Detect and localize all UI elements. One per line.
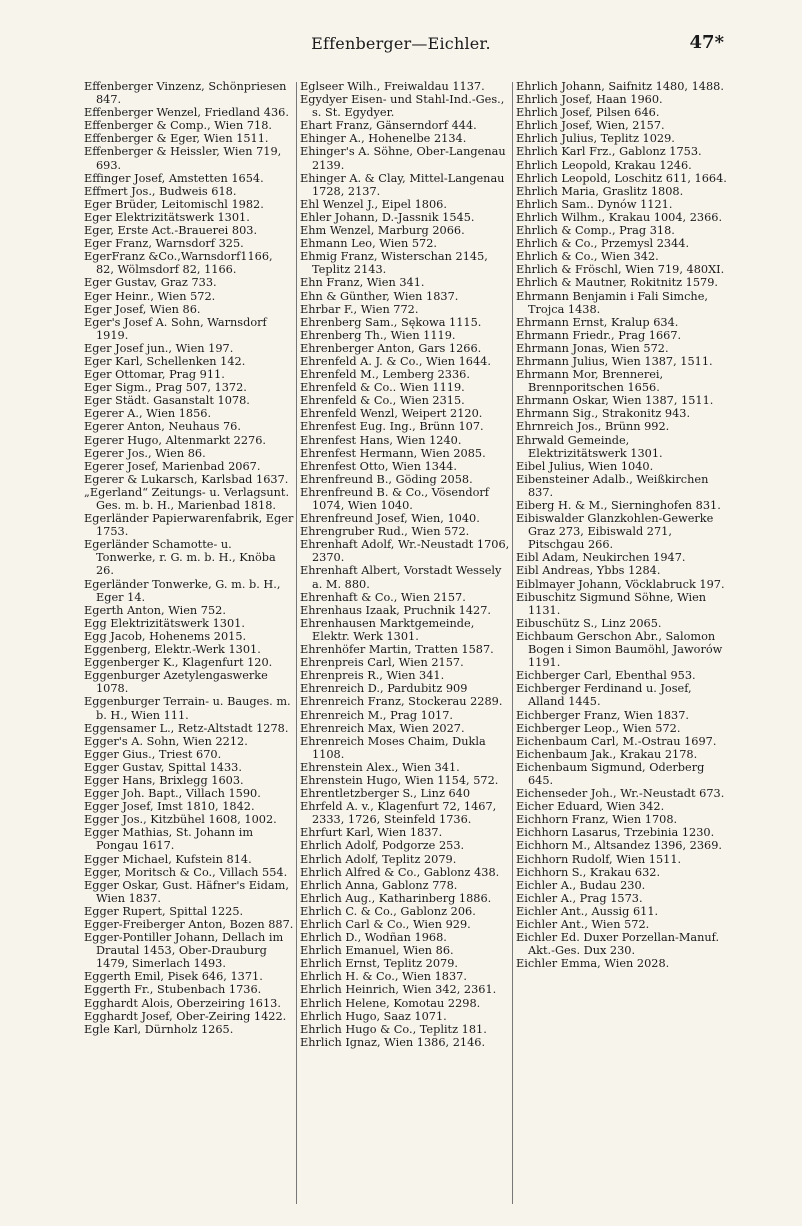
- directory-entry: Ehrlich Anna, Gablonz 778.: [300, 878, 458, 892]
- directory-entry: Ehrlich Sam.. Dynów 1121.: [516, 197, 673, 211]
- directory-entry: Eggenburger Terrain- u. Bauges. m. b. H., Wien 111.: [84, 695, 291, 722]
- directory-entry: „Egerland“ Zeitungs- u. Verlagsunt. Ges. m. b. H., Marienbad 1818.: [84, 485, 290, 512]
- directory-columns: [84, 80, 728, 1210]
- directory-entry: Eibl Adam, Neukirchen 1947.: [516, 551, 686, 565]
- directory-entry: Ehrmann Sig., Strakonitz 943.: [516, 407, 691, 421]
- directory-entry: Ehrenhaft Albert, Vorstadt Wessely a. M. 880.: [300, 564, 502, 591]
- directory-entry: Eibl Andreas, Ybbs 1284.: [516, 564, 661, 578]
- directory-entry: Ehrlich H. & Co., Wien 1837.: [300, 970, 467, 984]
- directory-entry: Ehmig Franz, Wisterschan 2145, Teplitz 2143.: [300, 250, 488, 277]
- directory-entry: Ehrlich Karl Frz., Gablonz 1753.: [516, 145, 702, 159]
- directory-entry: Effenberger & Comp., Wien 718.: [84, 119, 272, 133]
- directory-entry: Eggenberg, Elektr.-Werk 1301.: [84, 643, 261, 657]
- directory-entry: Ehrnreich Jos., Brünn 992.: [516, 420, 670, 434]
- directory-entry: Ehrenberger Anton, Gars 1266.: [300, 341, 482, 355]
- directory-entry: Eichberger Ferdinand u. Josef, Alland 1445.: [516, 682, 692, 709]
- directory-entry: Ehrenberg Th., Wien 1119.: [300, 328, 456, 342]
- directory-entry: Ehrlich Carl & Co., Wien 929.: [300, 918, 471, 931]
- directory-entry: Egger-Pontiller Johann, Dellach im Drautal 1453, Ober-Drauburg 1479, Simerlach 1493.: [84, 931, 284, 971]
- directory-entry: Egger Rupert, Spittal 1225.: [84, 904, 244, 918]
- directory-entry: Ehrlich Leopold, Loschitz 611, 1664.: [516, 171, 727, 185]
- directory-entry: Ehrenreich M., Prag 1017.: [300, 708, 454, 722]
- directory-entry: Ehn & Günther, Wien 1837.: [300, 289, 459, 303]
- directory-entry: Ehn Franz, Wien 341.: [300, 276, 425, 290]
- directory-entry: Eger's Josef A. Sohn, Warnsdorf 1919.: [84, 315, 267, 342]
- directory-entry: Ehrmann Jonas, Wien 572.: [516, 341, 669, 355]
- directory-entry: Egerländer Schamotte- u. Tonwerke, r. G. m. b. H., Knöba 26.: [84, 538, 276, 578]
- directory-entry: Ehrlich & Co., Wien 342.: [516, 250, 659, 264]
- directory-entry: Ehrmann Friedr., Prag 1667.: [516, 328, 682, 342]
- directory-entry: Eiberg H. & M., Sierninghofen 831.: [516, 499, 721, 512]
- directory-entry: Eibensteiner Adalb., Weißkirchen 837.: [516, 472, 709, 499]
- column-3: [516, 80, 728, 1210]
- directory-entry: Effenberger Vinzenz, Schönpriesen 847.: [84, 80, 287, 107]
- column-1: [84, 80, 294, 1210]
- directory-entry: Ehrenstein Hugo, Wien 1154, 572.: [300, 773, 499, 787]
- directory-entry: Egger Michael, Kufstein 814.: [84, 852, 252, 866]
- directory-entry: Egger Mathias, St. Johann im Pongau 1617.: [84, 826, 254, 853]
- directory-entry: Eger Heinr., Wien 572.: [84, 289, 216, 303]
- directory-entry: Ehart Franz, Gänserndorf 444.: [300, 119, 477, 133]
- directory-entry: Ehrenreich D., Pardubitz 909: [300, 682, 468, 696]
- directory-entry: Effmert Jos., Budweis 618.: [84, 184, 237, 198]
- directory-entry: Ehrenfeld Wenzl, Weipert 2120.: [300, 407, 483, 421]
- directory-entry: Egger's A. Sohn, Wien 2212.: [84, 734, 248, 748]
- directory-entry: Ehrmann Benjamin i Fali Simche, Trojca 1438.: [516, 289, 708, 316]
- directory-entry: Ehinger's A. Söhne, Ober-Langenau 2139.: [300, 145, 506, 172]
- directory-entry: Effenberger & Eger, Wien 1511.: [84, 132, 269, 146]
- directory-entry: Ehrlich Hugo, Saaz 1071.: [300, 1009, 447, 1023]
- directory-entry: Eichhorn S., Krakau 632.: [516, 865, 661, 879]
- directory-entry: Eggerth Emil, Pisek 646, 1371.: [84, 970, 263, 984]
- directory-entry: Eichberger Franz, Wien 1837.: [516, 708, 689, 722]
- directory-entry: Eger Städt. Gasanstalt 1078.: [84, 394, 250, 408]
- directory-entry: Ehrenfeld & Co.. Wien 1119.: [300, 381, 465, 395]
- directory-entry: Ehrlich Adolf, Podgorze 253.: [300, 839, 465, 853]
- directory-entry: Ehrfeld A. v., Klagenfurt 72, 1467, 2333, 1726, Steinfeld 1736.: [300, 800, 497, 827]
- directory-entry: Ehrenfest Otto, Wien 1344.: [300, 459, 457, 473]
- directory-entry: Ehrenfreund Josef, Wien, 1040.: [300, 512, 480, 526]
- directory-entry: Eger Ottomar, Prag 911.: [84, 368, 225, 382]
- directory-entry: Egg Jacob, Hohenems 2015.: [84, 629, 247, 643]
- directory-entry: Eger Gustav, Graz 733.: [84, 276, 217, 290]
- directory-entry: Eichhorn Franz, Wien 1708.: [516, 813, 678, 827]
- page-number: 47*: [689, 32, 724, 53]
- directory-entry: Ehrenhaus Izaak, Pruchnik 1427.: [300, 603, 492, 617]
- directory-entry: Eibiswalder Glanzkohlen-Gewerke Graz 273, Eibiswald 271, Pitschgau 266.: [516, 512, 714, 552]
- directory-entry: Egerer A., Wien 1856.: [84, 407, 212, 421]
- directory-entry: Eichenseder Joh., Wr.-Neustadt 673.: [516, 787, 725, 801]
- directory-entry: Ehrenfeld M., Lemberg 2336.: [300, 368, 470, 382]
- directory-entry: Ehrmann Ernst, Kralup 634.: [516, 315, 679, 329]
- directory-entry: Eichler A., Budau 230.: [516, 878, 646, 892]
- directory-entry: Egger Joh. Bapt., Villach 1590.: [84, 787, 261, 801]
- directory-entry: Ehrenstein Alex., Wien 341.: [300, 760, 460, 774]
- directory-entry: Ehrenreich Max, Wien 2027.: [300, 721, 465, 735]
- directory-entry: Ehrmann Julius, Wien 1387, 1511.: [516, 354, 713, 368]
- directory-entry: Egerer Josef, Marienbad 2067.: [84, 459, 261, 473]
- directory-entry: Ehrlich Leopold, Krakau 1246.: [516, 158, 692, 172]
- directory-entry: Egydyer Eisen- und Stahl-Ind.-Ges., s. St. Egydyer.: [300, 93, 505, 120]
- directory-entry: Ehm Wenzel, Marburg 2066.: [300, 224, 465, 238]
- directory-entry: Egerer & Lukarsch, Karlsbad 1637.: [84, 472, 289, 486]
- directory-entry: Eger Josef, Wien 86.: [84, 302, 201, 316]
- directory-entry: Eggensamer L., Retz-Altstadt 1278.: [84, 721, 289, 735]
- directory-entry: Eger Elektrizitätswerk 1301.: [84, 210, 250, 224]
- directory-entry: Ehrlich Helene, Komotau 2298.: [300, 996, 481, 1010]
- directory-entry: Eibuschitz Sigmund Söhne, Wien 1131.: [516, 590, 707, 617]
- directory-entry: Eggenburger Azetylengaswerke 1078.: [84, 669, 268, 696]
- directory-entry: Ehmann Leo, Wien 572.: [300, 237, 438, 251]
- directory-entry: Ehrenreich Moses Chaim, Dukla 1108.: [300, 734, 486, 761]
- directory-entry: Eichhorn M., Altsandez 1396, 2369.: [516, 839, 722, 853]
- directory-entry: Ehrenhaft & Co., Wien 2157.: [300, 590, 466, 604]
- directory-entry: Egger Gius., Triest 670.: [84, 747, 222, 761]
- directory-entry: Ehrmann Mor, Brennerei, Brennporitschen 1656.: [516, 368, 664, 395]
- directory-entry: Ehrlich & Mautner, Rokitnitz 1579.: [516, 276, 719, 290]
- directory-entry: Ehrenfeld A. J. & Co., Wien 1644.: [300, 354, 491, 368]
- directory-entry: Ehrenfeld & Co., Wien 2315.: [300, 394, 465, 408]
- directory-entry: Ehrlich Heinrich, Wien 342, 2361.: [300, 983, 497, 997]
- directory-entry: Ehrlich Wilhm., Krakau 1004, 2366.: [516, 210, 723, 224]
- directory-entry: Ehrlich Josef, Wien, 2157.: [516, 119, 665, 133]
- directory-entry: Egg Elektrizitätswerk 1301.: [84, 616, 245, 630]
- directory-entry: Eichler Emma, Wien 2028.: [516, 957, 670, 971]
- directory-entry: Eichler Ant., Wien 572.: [516, 918, 650, 931]
- directory-entry: Egle Karl, Dürnholz 1265.: [84, 1022, 234, 1036]
- directory-entry: Ehrwald Gemeinde, Elektrizitätswerk 1301.: [516, 433, 663, 460]
- directory-entry: Ehler Johann, D.-Jassnik 1545.: [300, 210, 475, 224]
- directory-entry: Ehrenfest Hermann, Wien 2085.: [300, 446, 486, 460]
- directory-entry: Ehrlich Josef, Pilsen 646.: [516, 106, 660, 120]
- directory-entry: Ehrenpreis R., Wien 341.: [300, 669, 445, 683]
- directory-entry: Ehinger A., Hohenelbe 2134.: [300, 132, 467, 146]
- directory-entry: Eichhorn Lasarus, Trzebinia 1230.: [516, 826, 715, 840]
- directory-entry: Ehrlich & Co., Przemysl 2344.: [516, 237, 690, 251]
- directory-entry: Ehrlich Aug., Katharinberg 1886.: [300, 891, 492, 905]
- directory-entry: Eichenbaum Sigmund, Oderberg 645.: [516, 760, 705, 787]
- directory-entry: Ehrlich Ignaz, Wien 1386, 2146.: [300, 1035, 486, 1049]
- directory-entry: Eger Franz, Warnsdorf 325.: [84, 237, 244, 251]
- directory-entry: Eger Brüder, Leitomischl 1982.: [84, 197, 264, 211]
- directory-entry: Ehrlich C. & Co., Gablonz 206.: [300, 904, 476, 918]
- directory-entry: Egerländer Tonwerke, G. m. b. H., Eger 14.: [84, 577, 281, 604]
- directory-entry: Ehrlich Josef, Haan 1960.: [516, 93, 663, 107]
- directory-entry: Eggerth Fr., Stubenbach 1736.: [84, 983, 262, 997]
- column-2: [300, 80, 512, 1210]
- directory-entry: Effenberger & Heissler, Wien 719, 693.: [84, 145, 282, 172]
- directory-entry: Ehrenhausen Marktgemeinde, Elektr. Werk 1301.: [300, 616, 475, 643]
- column-divider: [296, 82, 297, 1204]
- directory-entry: Ehrenreich Franz, Stockerau 2289.: [300, 695, 503, 709]
- page-title: Effenberger—Eichler.: [311, 34, 491, 53]
- directory-entry: Eichenbaum Jak., Krakau 2178.: [516, 747, 698, 761]
- directory-entry: Ehinger A. & Clay, Mittel-Langenau 1728, 2137.: [300, 171, 505, 198]
- directory-entry: Ehrlich Julius, Teplitz 1029.: [516, 132, 675, 146]
- directory-entry: Ehrentletzberger S., Linz 640: [300, 787, 471, 801]
- directory-entry: Egghardt Alois, Oberzeiring 1613.: [84, 996, 281, 1010]
- directory-entry: Effinger Josef, Amstetten 1654.: [84, 171, 264, 185]
- directory-entry: Ehrenhöfer Martin, Tratten 1587.: [300, 643, 494, 657]
- directory-entry: Eger Sigm., Prag 507, 1372.: [84, 381, 247, 395]
- directory-entry: Ehl Wenzel J., Eipel 1806.: [300, 197, 447, 211]
- directory-entry: Eibuschütz S., Linz 2065.: [516, 616, 662, 630]
- directory-entry: Ehrlich Maria, Graslitz 1808.: [516, 184, 684, 198]
- directory-entry: Eglseer Wilh., Freiwaldau 1137.: [300, 80, 485, 93]
- directory-entry: Eger Karl, Schellenken 142.: [84, 354, 246, 368]
- directory-entry: Ehrenfest Hans, Wien 1240.: [300, 433, 462, 447]
- directory-entry: Eichler Ed. Duxer Porzellan-Manuf. Akt.-Ges. Dux 230.: [516, 931, 720, 958]
- column-divider: [512, 82, 513, 1204]
- directory-entry: Eger Josef jun., Wien 197.: [84, 341, 234, 355]
- directory-entry: Ehrenberg Sam., Sękowa 1115.: [300, 315, 482, 329]
- directory-entry: Ehrenfest Eug. Ing., Brünn 107.: [300, 420, 484, 434]
- directory-entry: Egghardt Josef, Ober-Zeiring 1422.: [84, 1009, 287, 1023]
- directory-entry: Egger Gustav, Spittal 1433.: [84, 760, 242, 774]
- directory-entry: Eichler Ant., Aussig 611.: [516, 904, 659, 918]
- directory-entry: Ehrlich & Comp., Prag 318.: [516, 224, 675, 238]
- directory-entry: Egerländer Papierwarenfabrik, Eger 1753.: [84, 512, 294, 539]
- directory-entry: Eicher Eduard, Wien 342.: [516, 800, 665, 814]
- directory-entry: Eichbaum Gerschon Abr., Salomon Bogen i Simon Baumöhl, Jaworów 1191.: [516, 629, 723, 670]
- directory-entry: EgerFranz &Co.,Warnsdorf1166, 82, Wölmsdorf 82, 1166.: [84, 250, 273, 277]
- directory-entry: Ehrengruber Rud., Wien 572.: [300, 525, 470, 539]
- directory-entry: Ehrfurt Karl, Wien 1837.: [300, 826, 443, 840]
- directory-entry: Ehrlich Ernst, Teplitz 2079.: [300, 957, 459, 971]
- directory-entry: Ehrlich D., Wodñan 1968.: [300, 931, 447, 945]
- directory-entry: Ehrenfreund B., Göding 2058.: [300, 472, 473, 486]
- directory-entry: Ehrbar F., Wien 772.: [300, 302, 419, 316]
- directory-entry: Ehrlich Hugo & Co., Teplitz 181.: [300, 1022, 487, 1036]
- directory-entry: Ehrlich Adolf, Teplitz 2079.: [300, 852, 457, 866]
- directory-entry: Egger Jos., Kitzbühel 1608, 1002.: [84, 813, 277, 827]
- directory-entry: Eichler A., Prag 1573.: [516, 891, 643, 905]
- directory-entry: Ehrlich Emanuel, Wien 86.: [300, 944, 454, 958]
- directory-entry: Ehrmann Oskar, Wien 1387, 1511.: [516, 394, 714, 408]
- directory-entry: Eibel Julius, Wien 1040.: [516, 459, 654, 473]
- directory-entry: Egger Oskar, Gust. Häfner's Eidam, Wien 1837.: [84, 878, 289, 905]
- page-header: [0, 30, 802, 58]
- directory-entry: Effenberger Wenzel, Friedland 436.: [84, 106, 289, 120]
- directory-entry: Eggenberger K., Klagenfurt 120.: [84, 656, 273, 670]
- directory-entry: Ehrlich Alfred & Co., Gablonz 438.: [300, 865, 500, 879]
- directory-entry: Egerer Hugo, Altenmarkt 2276.: [84, 433, 267, 447]
- directory-entry: Ehrlich & Fröschl, Wien 719, 480XI.: [516, 263, 725, 277]
- directory-entry: Eichberger Leop., Wien 572.: [516, 721, 681, 735]
- directory-entry: Egger Josef, Imst 1810, 1842.: [84, 800, 255, 814]
- directory-entry: Egger-Freiberger Anton, Bozen 887.: [84, 918, 294, 931]
- directory-entry: Eichenbaum Carl, M.-Ostrau 1697.: [516, 734, 717, 748]
- directory-entry: Ehrenpreis Carl, Wien 2157.: [300, 656, 464, 670]
- directory-entry: Ehrenhaft Adolf, Wr.-Neustadt 1706, 2370.: [300, 538, 510, 565]
- directory-entry: Ehrenfreund B. & Co., Vösendorf 1074, Wien 1040.: [300, 485, 489, 512]
- directory-entry: Eichberger Carl, Ebenthal 953.: [516, 669, 696, 683]
- directory-entry: Egger, Moritsch & Co., Villach 554.: [84, 865, 288, 879]
- directory-entry: Egger Hans, Brixlegg 1603.: [84, 773, 244, 787]
- directory-entry: Egerth Anton, Wien 752.: [84, 603, 226, 617]
- directory-entry: Eiblmayer Johann, Vöcklabruck 197.: [516, 577, 725, 591]
- directory-entry: Ehrlich Johann, Saifnitz 1480, 1488.: [516, 80, 724, 93]
- directory-entry: Egerer Anton, Neuhaus 76.: [84, 420, 241, 434]
- directory-entry: Eger, Erste Act.-Brauerei 803.: [84, 224, 258, 238]
- directory-entry: Egerer Jos., Wien 86.: [84, 446, 206, 460]
- directory-entry: Eichhorn Rudolf, Wien 1511.: [516, 852, 682, 866]
